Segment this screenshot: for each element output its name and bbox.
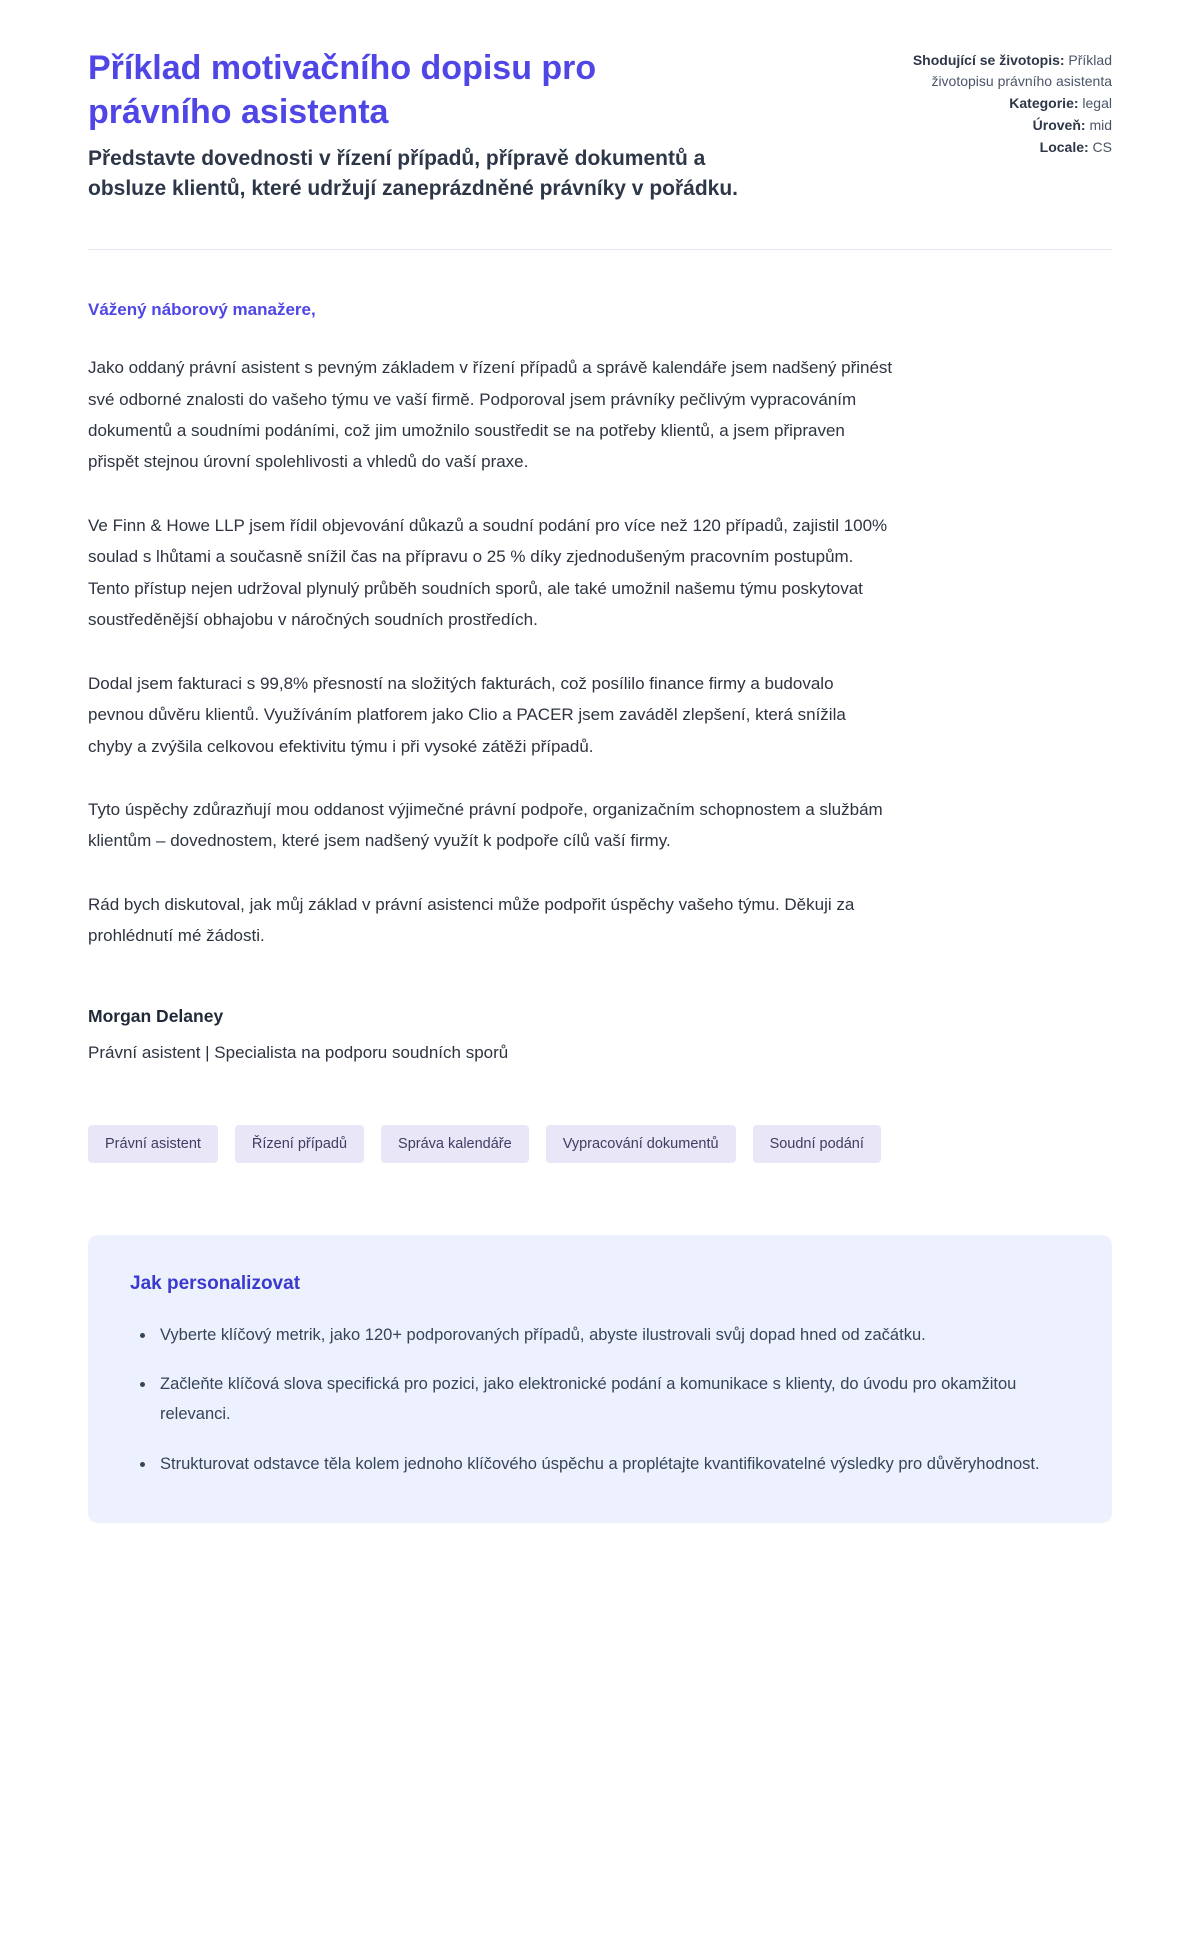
meta-label: Úroveň: [1032,117,1086,133]
signature-name: Morgan Delaney [88,1005,224,1026]
personalize-list-item: • Začleňte klíčová slova specifická pro pozici, jako elektronické podání a komunikace s klienty, do úvodu pro okamžitou relevanci. [156,1370,1070,1429]
letter-paragraph: Jako oddaný právní asistent s pevným základem v řízení případů a správě kalendáře jsem nadšený přinést své odborné znalosti do vašeho týmu ve vaší firmě. Podporoval jsem právníky pečlivým vypracováním dokumentů a soudními podáními, což jim umožnilo soustředit se na potřeby klientů, a jsem připraven přispět stejnou úrovní spolehlivosti a vhledů do vaší praxe. [88,358,893,472]
letter-salutation: Vážený náborový manažere, [88,300,316,320]
content-container [88,0,1112,1563]
personalize-list [130,1321,1070,1480]
meta-row-locale [912,137,1112,158]
tag-chip[interactable]: Vypracování dokumentů [546,1125,736,1163]
header-left [88,46,748,203]
cover-letter [88,300,894,1063]
letter-paragraph: Dodal jsem fakturaci s 99,8% přesností na složitých fakturách, což posílilo finance firmy a budovalo pevnou důvěru klientů. Využíváním platforem jako Clio a PACER jsem zaváděl zlepšení, která snížila chyby a zvýšila celkovou efektivitu týmu i při vysoké zátěži případů. [88,673,846,756]
meta-row-category [912,93,1112,114]
personalize-title: Jak personalizovat [130,1272,301,1294]
skill-tags [88,1125,1112,1163]
personalize-card [88,1235,1112,1524]
meta-label: Shodující se životopis: [912,52,1065,68]
tag-chip[interactable]: Správa kalendáře [381,1125,529,1163]
meta-value: legal [1082,95,1112,111]
meta-label: Locale: [1039,139,1089,155]
meta-value: CS [1092,139,1112,155]
personalize-list-item: • Strukturovat odstavce těla kolem jednoho klíčového úspěchu a proplétajte kvantifikovatelné výsledky pro důvěryhodnost. [156,1450,1070,1480]
tag-chip[interactable]: Právní asistent [88,1125,218,1163]
meta-row-level [912,115,1112,136]
meta-panel [912,46,1112,159]
page-title: Příklad motivačního dopisu pro právního asistenta [88,49,597,132]
personalize-list-item: • Vyberte klíčový metrik, jako 120+ podporovaných případů, abyste ilustrovali svůj dopad hned od začátku. [156,1321,1070,1351]
meta-value: Příklad životopisu právního asistenta [931,52,1112,89]
letter-paragraph: Rád bych diskutoval, jak můj základ v právní asistenci může podpořit úspěchy vašeho týmu. Děkuji za prohlédnutí mé žádosti. [88,894,855,946]
meta-value: mid [1089,117,1112,133]
tag-chip[interactable]: Soudní podání [753,1125,881,1163]
header-divider [88,249,1112,250]
letter-paragraph: Tyto úspěchy zdůrazňují mou oddanost výjimečné právní podpoře, organizačním schopnostem a službám klientům – dovednostem, které jsem nadšený využít k podpoře cílů vaší firmy. [88,799,883,851]
page-subtitle: Představte dovednosti v řízení případů, přípravě dokumentů a obsluze klientů, které udržují zaneprázdněné právníky v pořádku. [88,147,738,200]
header [88,46,1112,203]
signature-title: Právní asistent | Specialista na podporu soudních sporů [88,1042,509,1062]
meta-row-matching-resume [912,50,1112,92]
tag-chip[interactable]: Řízení případů [235,1125,364,1163]
letter-paragraph: Ve Finn & Howe LLP jsem řídil objevování důkazů a soudní podání pro více než 120 případů, zajistil 100% soulad s lhůtami a současně snížil čas na přípravu o 25 % díky zjednodušeným pracovním postupům. Tento přístup nejen udržoval plynulý průběh soudních sporů, ale také umožnil našemu týmu poskytovat soustředěnější obhajobu v náročných soudních prostředích. [88,515,888,630]
meta-label: Kategorie: [1009,95,1079,111]
